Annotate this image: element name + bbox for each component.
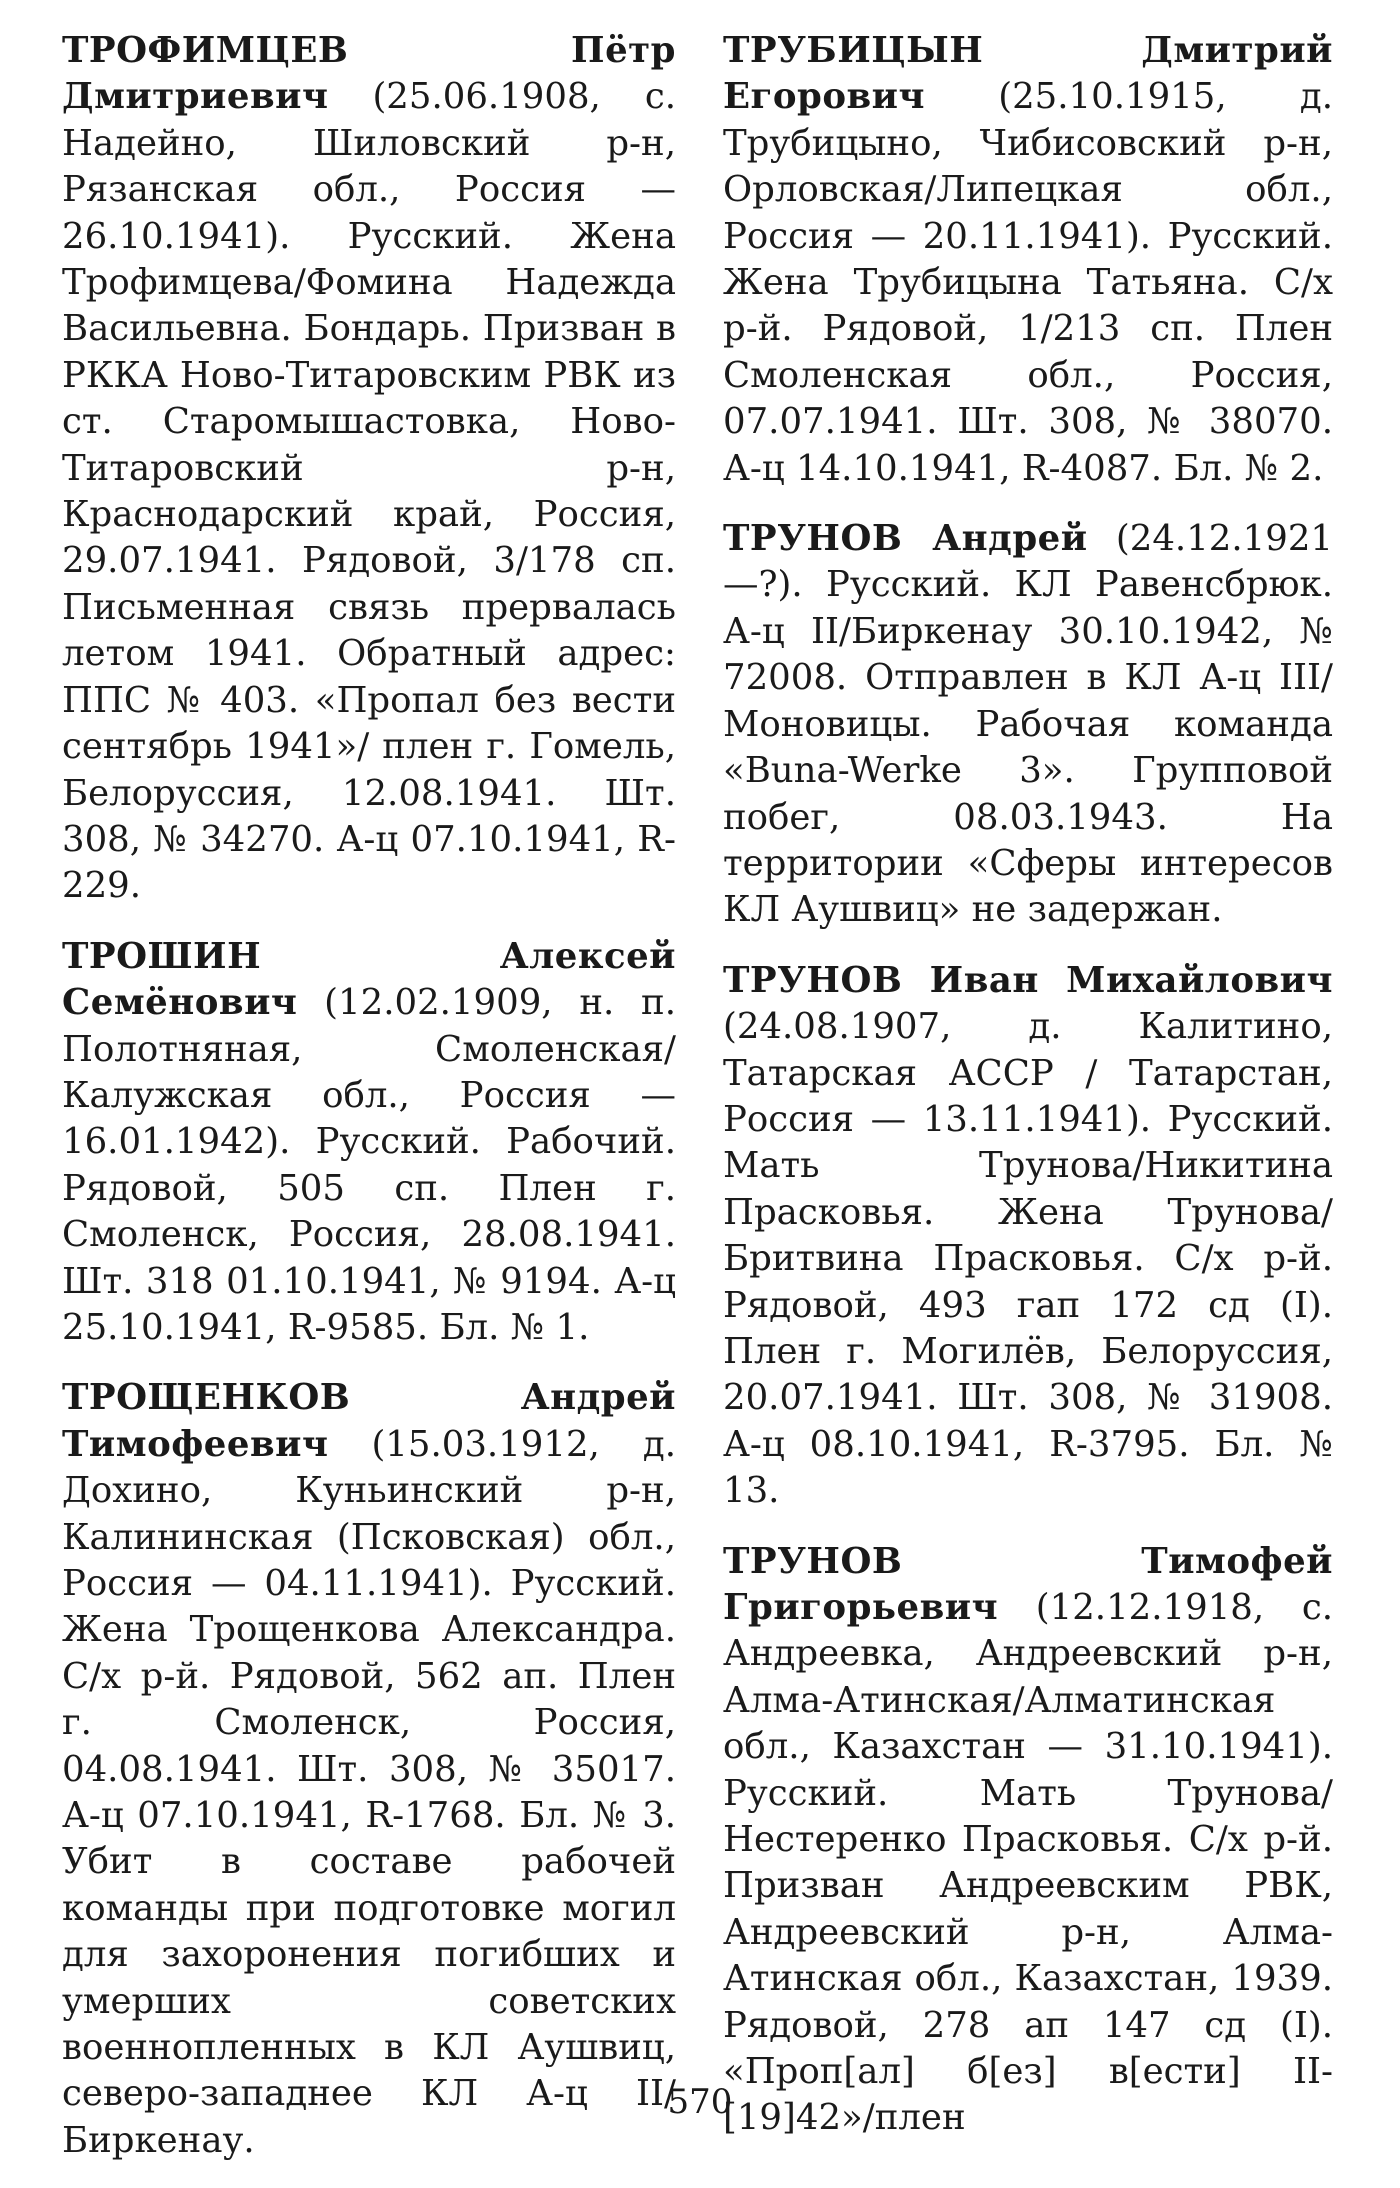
page-number: 570 — [667, 2082, 733, 2122]
entry-trunov-timofey — [723, 1539, 1333, 2142]
entry-text: (25.10.1915, д. Трубицыно, Чибисовский р-н, Орловская/Липецкая обл., Россия — 20.11.1941). Русский. Жена Трубицына Татьяна. С/х р-й. Рядовой, 1/213 сп. Плен Смоленская обл., Россия, 07.07.1941. Шт. 308, № 38070. А-ц 14.10.1941, R-4087. Бл. № 2. — [723, 76, 1333, 489]
entry-text: (24.08.1907, д. Калитино, Татарская АССР / Татарстан, Россия — 13.11.1941). Русский. Мать Трунова/Никитина Прасковья. Жена Трунова/Бритвина Прасковья. С/х р-й. Рядовой, 493 гап 172 сд (I). Плен г. Могилёв, Белоруссия, 20.07.1941. Шт. 308, № 31908. А-ц 08.10.1941, R-3795. Бл. № 13. — [723, 1006, 1333, 1512]
entry-name: ТРУНОВ Андрей — [723, 518, 1088, 560]
left-column — [62, 28, 676, 2188]
entry-paragraph — [62, 1375, 676, 2164]
entry-paragraph — [723, 28, 1333, 492]
entry-text: (12.12.1918, с. Андреевка, Андреевский р-н, Алма-Атинская/Алматинская обл., Казахстан — 31.10.1941). Русский. Мать Трунова/Нестеренко Прасковья. С/х р-й. Призван Андреевским РВК, Андреевский р-н, Алма-Атинская обл., Казахстан, 1939. Рядовой, 278 ап 147 сд (I). «Проп[ал] б[ез] в[ести] II-[19]42»/плен — [723, 1587, 1333, 2139]
entry-paragraph — [723, 1539, 1333, 2142]
entry-paragraph — [723, 516, 1333, 934]
entry-trofimtsev — [62, 28, 676, 910]
entry-name: ТРОФИМЦЕВ Пётр Дмитриевич — [62, 30, 676, 118]
entry-name: ТРУНОВ Иван Михайлович — [723, 959, 1333, 1001]
entry-name: ТРУБИЦЫН Дмитрий Егорович — [723, 30, 1333, 118]
entry-trunov-andrey — [723, 516, 1333, 934]
entry-troshchenkov — [62, 1375, 676, 2164]
entry-name: ТРУНОВ Тимофей Григорьевич — [723, 1540, 1333, 1628]
entry-trunov-ivan — [723, 958, 1333, 1515]
entry-paragraph — [62, 28, 676, 910]
entry-text: (15.03.1912, д. Дохино, Куньинский р-н, Калининская (Псковская) обл., Россия — 04.11.1941). Русский. Жена Трощенкова Александра. С/х р-й. Рядовой, 562 ап. Плен г. Смоленск, Россия, 04.08.1941. Шт. 308, № 35017. А-ц 07.10.1941, R-1768. Бл. № 3. Убит в составе рабочей команды при подготовке могил для захоронения погибших и умерших советских военнопленных в КЛ Аушвиц, северо-западнее КЛ А-ц II/Биркенау. — [62, 1423, 676, 2161]
entry-text: (24.12.1921—?). Русский. КЛ Равенсбрюк. А-ц II/Биркенау 30.10.1942, № 72008. Отправлен в КЛ А-ц III/Моновицы. Рабочая команда «Buna-Werke 3». Групповой побег, 08.03.1943. На территории «Сферы интересов КЛ Аушвиц» не задержан. — [723, 518, 1333, 931]
entry-text: (25.06.1908, с. Надейно, Шиловский р-н, Рязанская обл., Россия — 26.10.1941). Русский. Жена Трофимцева/Фомина Надежда Васильевна. Бондарь. Призван в РККА Ново-Титаровским РВК из ст. Старомышастовка, Ново-Титаровский р-н, Краснодарский край, Россия, 29.07.1941. Рядовой, 3/178 сп. Письменная связь прервалась летом 1941. Обратный адрес: ППС № 403. «Пропал без вести сентябрь 1941»/ плен г. Гомель, Белоруссия, 12.08.1941. Шт. 308, № 34270. А-ц 07.10.1941, R-229. — [62, 76, 676, 907]
entry-text: (12.02.1909, н. п. Полотняная, Смоленская/Калужская обл., Россия — 16.01.1942). Русский. Рабочий. Рядовой, 505 сп. Плен г. Смоленск, Россия, 28.08.1941. Шт. 318 01.10.1941, № 9194. А-ц 25.10.1941, R-9585. Бл. № 1. — [62, 982, 676, 1348]
entry-paragraph — [723, 958, 1333, 1515]
entry-name: ТРОШИН Алексей Семёнович — [62, 935, 676, 1024]
right-column — [723, 28, 1333, 2166]
entry-troshin — [62, 934, 676, 1352]
entry-trubitsyn — [723, 28, 1333, 492]
entry-name: ТРОЩЕНКОВ Андрей Тимофеевич — [62, 1377, 676, 1465]
entry-paragraph — [62, 934, 676, 1352]
